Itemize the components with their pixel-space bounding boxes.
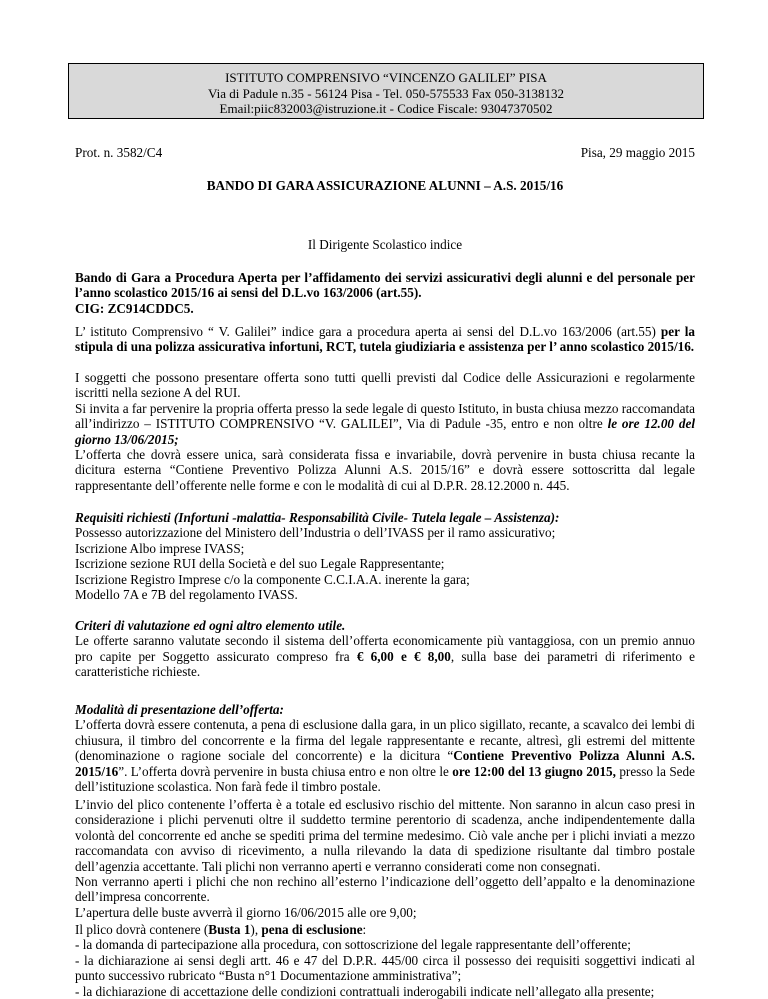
modalita-paragraph bbox=[75, 717, 695, 794]
plico-item: - la dichiarazione ai sensi degli artt. 46 e 47 del D.P.R. 445/00 circa il possesso dei requisiti soggettivi indicati al punto successivo rubricato “Busta n°1 Documentazione amministrativa”; bbox=[75, 952, 695, 984]
apertura-note: Non verranno aperti i plichi che non rechino all’esterno l’indicazione dell’oggetto dell’appalto e la denominazione dell’impresa concorrente. bbox=[75, 874, 695, 905]
invio-section bbox=[75, 797, 695, 920]
plico-text-e: : bbox=[362, 922, 367, 937]
apertura-date: L’apertura delle buste avverrà il giorno 16/06/2015 alle ore 9,00; bbox=[75, 904, 417, 920]
requisito-item: Iscrizione Registro Imprese c/o la componente C.C.I.A.A. inerente la gara; bbox=[75, 571, 470, 587]
plico-text-c: ), bbox=[250, 922, 262, 937]
requisito-item: Iscrizione sezione RUI della Società e del suo Legale Rappresentante; bbox=[75, 556, 445, 572]
school-address: Via di Padule n.35 - 56124 Pisa - Tel. 050-575533 Fax 050-3138132 bbox=[208, 85, 564, 101]
busta-1-label: Busta 1 bbox=[208, 922, 251, 937]
offerta-paragraph: L’offerta che dovrà essere unica, sarà considerata fissa e invariabile, dovrà pervenire in busta chiusa recante la dicitura esterna “Contiene Preventivo Polizza Alunni A.S. 2015/16” e dovrà essere sottoscritta dal legale rappresentante dell’offerente nelle forme e con le modalità di cui al D.P.R. 28.12.2000 n. 445. bbox=[75, 447, 695, 493]
bando-subject: Bando di Gara a Procedura Aperta per l’affidamento dei servizi assicurativi degli alunni e del personale per l’anno scolastico 2015/16 ai sensi del D.L.vo 163/2006 (art.55). bbox=[75, 270, 695, 301]
bando-section bbox=[75, 270, 695, 316]
requisiti-heading: Requisiti richiesti (Infortuni -malattia- Responsabilità Civile- Tutela legale – Assistenza): bbox=[75, 510, 560, 525]
invito-paragraph bbox=[75, 401, 695, 447]
school-email: Email:piic832003@istruzione.it - Codice Fiscale: 93047370502 bbox=[219, 101, 553, 116]
busta-label: Contiene Preventivo Polizza Alunni A.S. 2015/16 bbox=[75, 748, 695, 779]
school-header bbox=[68, 63, 704, 119]
soggetti-paragraph: I soggetti che possono presentare offerta sono tutti quelli previsti dal Codice delle Assicurazioni e regolarmente iscritti nella sezione A del RUI. bbox=[75, 370, 695, 401]
criteri-paragraph bbox=[75, 633, 695, 679]
indice-line: Il Dirigente Scolastico indice bbox=[307, 237, 463, 252]
modalita-text-a: L’offerta dovrà essere contenuta, a pena di esclusione dalla gara, in un plico sigillato, recante, a scavalco dei lembi di chiusura, il timbro del concorrente e la firma del legale rappresentante e recante, altresì, gli estremi del mittente (denominazione o ragione sociale del concorrente) e la dicitura “ bbox=[75, 717, 695, 764]
modalita-text-c: ”. L’offerta dovrà pervenire in busta chiusa entro e non oltre le bbox=[118, 763, 453, 779]
modalita-section bbox=[75, 702, 695, 794]
modalita-heading: Modalità di presentazione dell’offerta: bbox=[75, 702, 284, 717]
criteri-heading: Criteri di valutazione ed ogni altro elemento utile. bbox=[75, 618, 346, 633]
deadline-text: le ore 12.00 del giorno 13/06/2015; bbox=[75, 416, 695, 447]
soggetti-section bbox=[75, 370, 695, 493]
document-date: Pisa, 29 maggio 2015 bbox=[580, 145, 695, 160]
invito-text: Si invita a far pervenire la propria offerta presso la sede legale di questo Istituto, in busta chiusa mezzo raccomandata all’indirizzo – ISTITUTO COMPRENSIVO “V. GALILEI”, Via di Padule -35, entro e non oltre bbox=[75, 400, 695, 432]
intro-bold: per la stipula di una polizza assicurativa infortuni, RCT, tutela giudiziaria e assistenza per l’ anno scolastico 2015/16. bbox=[75, 324, 696, 355]
invio-paragraph: L’invio del plico contenente l’offerta è a totale ed esclusivo rischio del mittente. Non saranno in alcun caso presi in considerazione i plichi pervenuti oltre il suddetto termine perentorio di scadenza, anche indipendentemente dalla volontà del concorrente ed anche se spediti prima del termine medesimo. Ciò vale anche per i plichi inviati a mezzo raccomandata con avviso di ricevimento, a nulla rilevando la data di spedizione risultante dal timbro postale dell’agenzia accettante. Tali plichi non verranno aperti e verranno considerati come non consegnati. bbox=[75, 797, 695, 874]
school-name: ISTITUTO COMPRENSIVO “VINCENZO GALILEI” PISA bbox=[225, 70, 547, 85]
document-title: BANDO DI GARA ASSICURAZIONE ALUNNI – A.S. 2015/16 bbox=[206, 178, 564, 193]
esclusione-label: pena di esclusione bbox=[261, 922, 363, 937]
requisiti-section bbox=[75, 510, 695, 602]
plico-section bbox=[75, 922, 695, 999]
deadline-bold: ore 12:00 del 13 giugno 2015, bbox=[452, 763, 616, 779]
intro-paragraph bbox=[75, 324, 695, 355]
plico-item: - la domanda di partecipazione alla procedura, con sottoscrizione del legale rappresentante dell’offerente; bbox=[75, 937, 631, 953]
requisito-item: Iscrizione Albo imprese IVASS; bbox=[75, 540, 245, 556]
requisito-item: Possesso autorizzazione del Ministero dell’Industria o dell’IVASS per il ramo assicurativo; bbox=[75, 525, 556, 541]
requisito-item: Modello 7A e 7B del regolamento IVASS. bbox=[75, 587, 298, 603]
plico-text-a: Il plico dovrà contenere ( bbox=[75, 922, 209, 937]
plico-intro bbox=[75, 922, 695, 937]
protocol-number: Prot. n. 3582/C4 bbox=[75, 145, 163, 160]
cig-code: CIG: ZC914CDDC5. bbox=[75, 300, 194, 316]
premium-range: € 6,00 e € 8,00 bbox=[356, 648, 451, 664]
criteri-text-a: Le offerte saranno valutate secondo il sistema dell’offerta economicamente più vantaggiosa, con un premio annuo pro capite per Soggetto assicurato compreso fra bbox=[75, 633, 695, 664]
intro-text: L’ istituto Comprensivo “ V. Galilei” indice gara a procedura aperta ai sensi del D.L.vo 163/2006 (art.55) bbox=[75, 324, 661, 339]
criteri-section bbox=[75, 618, 695, 680]
criteri-text-c: , sulla base dei parametri di riferimento e caratteristiche richieste. bbox=[75, 648, 695, 680]
plico-item: - la dichiarazione di accettazione delle condizioni contrattuali inderogabili indicate nell’allegato alla presente; bbox=[75, 983, 655, 999]
modalita-text-e: presso la Sede dell’istituzione scolastica. Non farà fede il timbro postale. bbox=[75, 763, 695, 795]
